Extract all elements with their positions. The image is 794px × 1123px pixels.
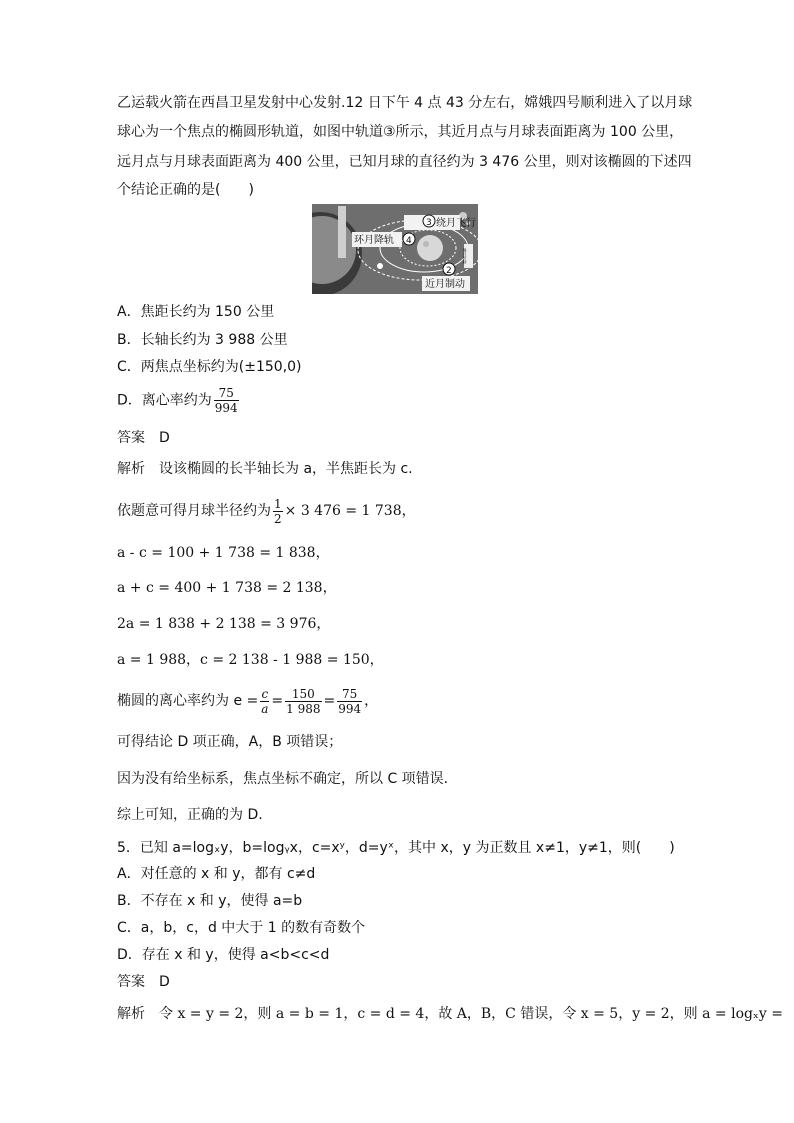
- p4-option-d: [117, 386, 241, 415]
- p4-option-d-fraction: [214, 386, 239, 415]
- fraction-numerator: 1: [274, 496, 282, 511]
- p5-stem: 5．已知 a=logₓy，b=logᵧx，c=xʸ，d=yˣ，其中 x，y 为正数且 x≠1，y≠1，则( ): [117, 840, 675, 856]
- ecc-suffix: ，: [364, 693, 379, 709]
- p4-stem-line-1: 乙运载火箭在西昌卫星发射中心发射.12 日下午 4 点 43 分左右，嫦娥四号顺利进入了以月球: [117, 95, 693, 111]
- fraction-denominator: a: [261, 701, 269, 716]
- p4-conclusion-3: 综上可知，正确的为 D.: [117, 807, 263, 823]
- p5-option-b: B．不存在 x 和 y，使得 a=b: [117, 893, 303, 909]
- fraction-numerator: 75: [337, 687, 362, 702]
- fraction-denominator: 994: [214, 401, 238, 415]
- ecc-fraction-3: [337, 687, 362, 716]
- p4-conclusion-1: 可得结论 D 项正确，A，B 项错误；: [117, 734, 343, 750]
- side-label: 地月转移: [462, 248, 468, 264]
- half-fraction: [273, 497, 283, 526]
- fraction-numerator: 75: [214, 386, 239, 401]
- fraction-denominator: 2: [274, 511, 282, 526]
- p4-analysis-intro: [117, 459, 413, 479]
- orbit-2-number: 2: [446, 266, 452, 276]
- p4-stem-line-2: 球心为一个焦点的椭圆形轨道，如图中轨道③所示，其近月点与月球表面距离为 100 公里，: [117, 124, 684, 140]
- answer-value: D: [159, 974, 170, 990]
- orbit-4-label: 环月降轨: [354, 235, 394, 246]
- ecc-fraction-2: [285, 687, 321, 716]
- analysis-text: 令 x = y = 2，则 a = b = 1，c = d = 4，故 A，B，C 错误，令 x = 5，y = 2，则 a = logₓy =: [159, 1006, 783, 1022]
- fraction-numerator: c: [261, 686, 269, 701]
- p5-answer: [117, 972, 170, 992]
- ecc-prefix: 椭圆的离心率约为 e =: [117, 693, 259, 709]
- p4-option-c: C．两焦点坐标约为(±150,0): [117, 359, 302, 375]
- radius-prefix: 依题意可得月球半径约为: [117, 503, 271, 519]
- radius-suffix: × 3 476 = 1 738，: [284, 503, 416, 519]
- p4-stem-line-3: 远月点与月球表面距离为 400 公里，已知月球的直径约为 3 476 公里，则对该椭圆的下述四: [117, 154, 692, 170]
- ecc-fraction-1: [260, 687, 269, 716]
- fraction-denominator: 994: [338, 701, 362, 716]
- answer-label: 答案: [117, 974, 145, 990]
- p4-eq-3: 2a = 1 838 + 2 138 = 3 976，: [117, 616, 331, 632]
- fraction-numerator: 150: [285, 687, 321, 702]
- analysis-label: 解析: [117, 1006, 145, 1022]
- p4-radius-line: [117, 496, 416, 526]
- orbit-3-number: 3: [426, 218, 432, 228]
- orbit-2-label: 近月制动: [425, 279, 465, 290]
- p4-eq-4: a = 1 988，c = 2 138 - 1 988 = 150，: [117, 652, 384, 668]
- answer-label: 答案: [117, 430, 145, 446]
- answer-value: D: [159, 430, 170, 446]
- p4-eccentricity-line: 椭圆的离心率约为 e = $\frac{c}{a}$ = $\frac{150}{1 988}$ = $\frac{75}{994}$ ，: [117, 686, 379, 716]
- orbit-4-number: 4: [406, 236, 412, 246]
- p4-conclusion-2: 因为没有给坐标系，焦点坐标不确定，所以 C 项错误．: [117, 771, 458, 787]
- p5-option-d: D．存在 x 和 y，使得 a<b<c<d: [117, 947, 330, 963]
- p4-eq-2: a + c = 400 + 1 738 = 2 138，: [117, 580, 337, 596]
- lunar-orbit-figure: [312, 204, 478, 294]
- p4-option-a: A．焦距长约为 150 公里: [117, 304, 275, 320]
- p5-analysis: [117, 1004, 783, 1024]
- p4-option-b: B．长轴长约为 3 988 公里: [117, 332, 288, 348]
- p5-option-c: C．a，b，c，d 中大于 1 的数有奇数个: [117, 920, 366, 936]
- p4-stem-line-4: 个结论正确的是( ): [117, 182, 254, 198]
- p4-answer: [117, 428, 170, 448]
- p4-eq-1: a - c = 100 + 1 738 = 1 838，: [117, 545, 330, 561]
- fraction-denominator: 1 988: [286, 701, 321, 716]
- analysis-intro-text: 设该椭圆的长半轴长为 a，半焦距长为 c.: [159, 461, 413, 477]
- p4-option-d-prefix: D．离心率约为: [117, 392, 212, 409]
- analysis-label: 解析: [117, 461, 145, 477]
- p5-option-a: A．对任意的 x 和 y，都有 c≠d: [117, 866, 316, 882]
- orbit-3-label: 绕月飞行: [436, 218, 476, 229]
